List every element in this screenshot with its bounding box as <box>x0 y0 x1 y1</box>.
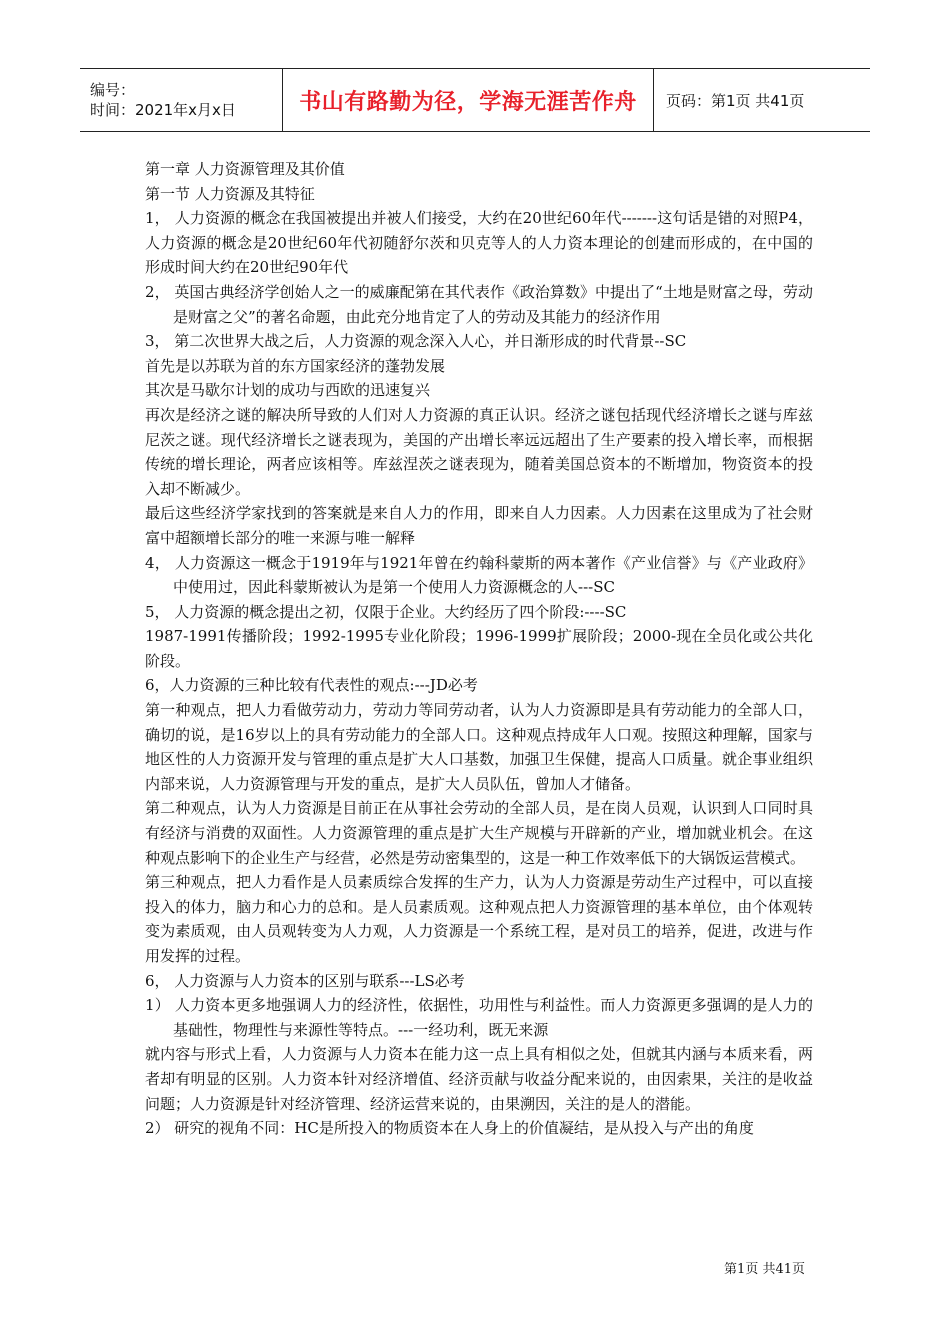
paragraph: 第一节 人力资源及其特征 <box>145 184 315 203</box>
paragraph: 1） 人力资本更多地强调人力的经济性，依据性，功用性与利益性。而人力资源更多强调的是人力的基础性，物理性与来源性等特点。---一经功利，既无来源 <box>145 996 813 1039</box>
document-body <box>145 157 813 1141</box>
paragraph: 1， 人力资源的概念在我国被提出并被人们接受，大约在20世纪60年代-------这句话是错的对照P4，人力资源的概念是20世纪60年代初随舒尔茨和贝克等人的人力资本理论的创建而形成的，在中国的形成时间大约在20世纪90年代 <box>145 209 813 277</box>
header-motto: 书山有路勤为径，学海无涯苦作舟 <box>299 89 637 115</box>
paragraph: 2， 英国古典经济学创始人之一的威廉配第在其代表作《政治算数》中提出了“土地是财富之母，劳动是财富之父”的著名命题，由此充分地肯定了人的劳动及其能力的经济作用 <box>145 282 813 326</box>
paragraph: 5， 人力资源的概念提出之初，仅限于企业。大约经历了四个阶段:----SC <box>145 602 627 621</box>
paragraph: 6，人力资源的三种比较有代表性的观点:---JD必考 <box>145 676 478 695</box>
paragraph: 第二种观点，认为人力资源是目前正在从事社会劳动的全部人员，是在岗人员观，认识到人口同时具有经济与消费的双面性。人力资源管理的重点是扩大生产规模与开辟新的产业，增加就业机会。在这种观点影响下的企业生产与经营，必然是劳动密集型的，这是一种工作效率低下的大锅饭运营模式。 <box>145 799 813 867</box>
paragraph: 第三种观点，把人力看作是人员素质综合发挥的生产力，认为人力资源是劳动生产过程中，可以直接投入的体力，脑力和心力的总和。是人员素质观。这种观点把人力资源管理的基本单位，由个体观转变为素质观，由人员观转变为人力观，人力资源是一个系统工程，是对员工的培养，促进，改进与作用发挥的过程。 <box>145 873 813 965</box>
paragraph: 首先是以苏联为首的东方国家经济的蓬勃发展 <box>145 356 446 375</box>
document-date-label: 时间：2021年x月x日 <box>90 101 236 119</box>
paragraph: 就内容与形式上看，人力资源与人力资本在能力这一点上具有相似之处，但就其内涵与本质来看，两者却有明显的区别。人力资本针对经济增值、经济贡献与收益分配来说的，由因索果，关注的是收益问题；人力资源是针对经济管理、经济运营来说的，由果溯因，关注的是人的潜能。 <box>145 1045 813 1113</box>
paragraph: 6， 人力资源与人力资本的区别与联系---LS必考 <box>145 971 465 990</box>
paragraph: 最后这些经济学家找到的答案就是来自人力的作用，即来自人力因素。人力因素在这里成为了社会财富中超额增长部分的唯一来源与唯一解释 <box>145 504 813 547</box>
page-footer: 第1页 共41页 <box>724 1262 805 1277</box>
header-meta <box>80 69 282 131</box>
header-page-number: 页码：第1页 共41页 <box>666 91 805 110</box>
paragraph: 2） 研究的视角不同：HC是所投入的物质资本在人身上的价值凝结，是从投入与产出的角度 <box>145 1119 754 1138</box>
paragraph: 3， 第二次世界大战之后，人力资源的观念深入人心，并日渐形成的时代背景--SC <box>145 332 687 351</box>
paragraph: 第一章 人力资源管理及其价值 <box>145 160 345 178</box>
paragraph: 第一种观点，把人力看做劳动力，劳动力等同劳动者，认为人力资源即是具有劳动能力的全部人口，确切的说，是16岁以上的具有劳动能力的全部人口。这种观点持成年人口观。按照这种理解，国家与地区性的人力资源开发与管理的重点是扩大人口基数，加强卫生保健，提高人口质量。就企事业组织内部来说，人力资源管理与开发的重点，是扩大人员队伍，曾加人才储备。 <box>145 701 813 793</box>
header-motto-cell <box>282 69 654 131</box>
document-number-label: 编号： <box>90 81 136 99</box>
page-header <box>80 68 870 132</box>
paragraph: 其次是马歇尔计划的成功与西欧的迅速复兴 <box>145 381 431 400</box>
header-page-cell <box>654 69 870 131</box>
paragraph: 4， 人力资源这一概念于1919年与1921年曾在约翰科蒙斯的两本著作《产业信誉》与《产业政府》中使用过，因此科蒙斯被认为是第一个使用人力资源概念的人---SC <box>145 553 813 597</box>
paragraph: 再次是经济之谜的解决所导致的人们对人力资源的真正认识。经济之谜包括现代经济增长之谜与库兹尼茨之谜。现代经济增长之谜表现为，美国的产出增长率远远超出了生产要素的投入增长率，而根据传统的增长理论，两者应该相等。库兹涅茨之谜表现为，随着美国总资本的不断增加，物资资本的投入却不断减少。 <box>145 405 813 498</box>
paragraph: 1987-1991传播阶段；1992-1995专业化阶段；1996-1999扩展阶段；2000-现在全员化或公共化阶段。 <box>145 627 813 670</box>
